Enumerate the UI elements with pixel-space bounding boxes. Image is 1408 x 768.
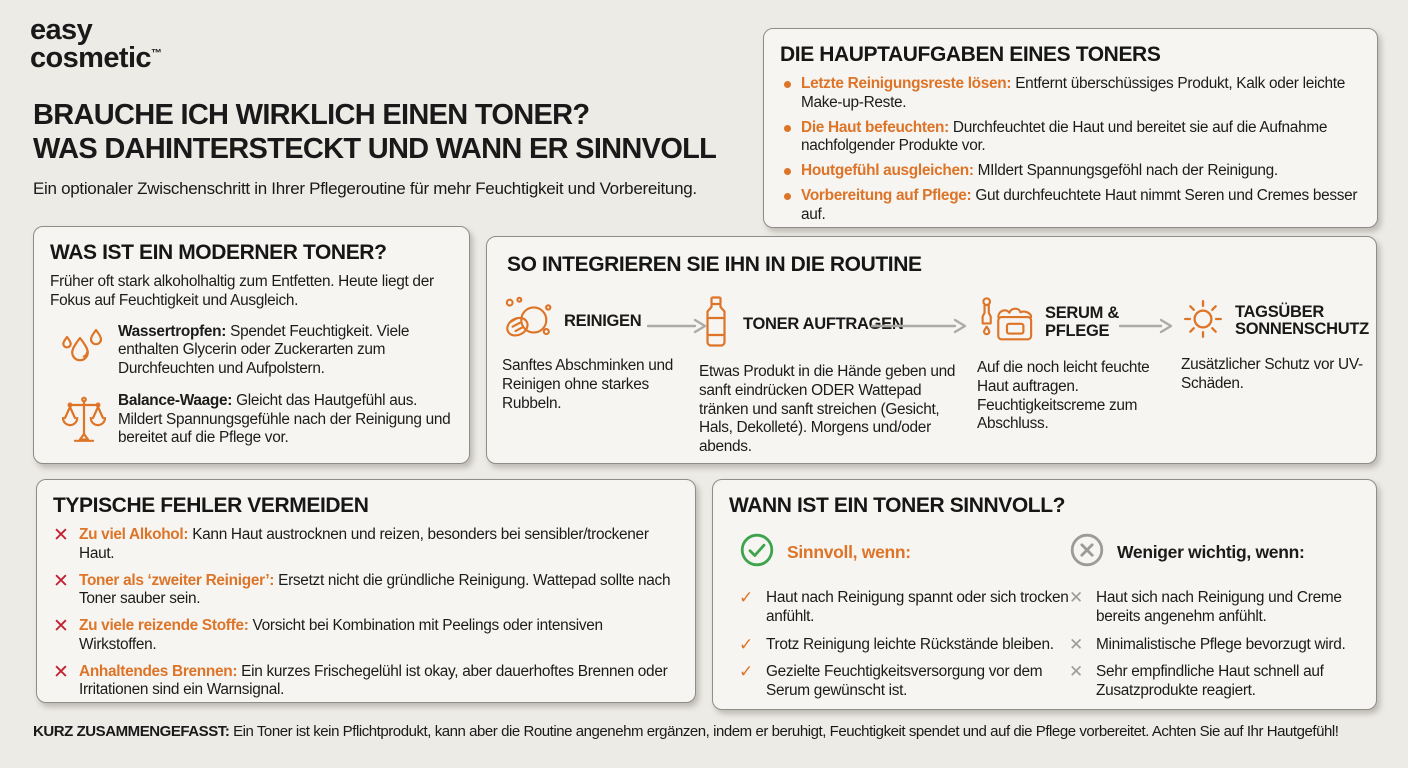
tasks-box [763,28,1378,228]
mistakes-box [36,479,696,703]
page-title-line2: WAS DAHINTERSTECKT UND WANN ER SINNVOLL [33,132,717,165]
page-subtitle: Ein optionaler Zwischenschritt in Ihrer Pflegeroutine für mehr Feuchtigkeit und Vorbereitung. [33,179,697,198]
gray-x-icon: ✕ [1069,662,1084,683]
toner-bottle-icon [699,295,733,354]
bullet-dot-icon [784,81,791,88]
step-text: Zusätzlicher Schutz vor UV-Schäden. [1181,356,1363,392]
routine-step-serum-pflege [977,295,1153,434]
list-item: ✕ Minimalistische Pflege bevorzugt wird. [1069,634,1346,655]
routine-box [486,236,1377,464]
list-item: ✓ Haut nach Reinigung spannt oder sich trocken anfühlt. [739,588,1069,625]
brand-line2: cosmetic™ [30,42,162,75]
modern-toner-intro: Früher oft stark alkoholhaltig zum Entfetten. Heute liegt der Fokus auf Feuchtigkeit und Ausgleich. [50,273,434,309]
red-x-icon: ✕ [53,615,69,638]
mistakes-box-title: TYPISCHE FEHLER VERMEIDEN [53,494,369,517]
summary-footer [33,723,1385,740]
bullet-dot-icon [784,168,791,175]
gray-x-icon: ✕ [1069,634,1084,655]
brand-logo [30,16,161,73]
tasks-box-title: DIE HAUPTAUFGABEN EINES TONERS [780,43,1161,66]
bullet-dot-icon [784,125,791,132]
water-drops-icon [50,323,118,377]
useful-column [729,532,1069,710]
gray-x-icon: ✕ [1069,588,1084,608]
list-item: ✕ Toner als ‘zweiter Reiniger’: Ersetzt nicht die gründliche Reinigung. Wattepad sollte nach Toner sauber sein. [53,569,671,608]
list-item: Vorbereitung auf Pflege: Gut durchfeuchtete Haut nimmt Seren und Cremes besser auf. [780,187,1361,225]
routine-step-sonnenschutz [1181,295,1369,394]
step-text: Auf die noch leicht feuchte Haut auftragen. Feuchtigkeitscreme zum Abschluss. [977,359,1150,433]
list-item: ✕ Zu viel Alkohol: Kann Haut austrocknen und reizen, besonders bei sensibler/trockener Haut. [53,524,649,562]
when-box-title: WANN IST EIN TONER SINNVOLL? [729,494,1066,517]
less-important-heading: Weniger wichtig, wenn: [1117,542,1305,562]
list-item: ✓ Trotz Reinigung leichte Rückstände bleiben. [739,634,1054,655]
list-item: Houtgefühl ausgleichen: MIldert Spannungsgeföhl nach der Reinigung. [780,162,1361,181]
sun-icon [1181,297,1225,346]
step-label: TAGSÜBER SONNENSCHUTZ [1235,302,1369,338]
red-x-icon: ✕ [53,524,69,546]
list-item: ✕ Haut sich nach Reinigung und Creme bereits angenehm anfühlt. [1069,588,1342,625]
arrow-right-icon [871,317,967,340]
arrow-right-icon [1119,317,1173,340]
step-label: TONER AUFTRAGEN [743,314,904,333]
summary-text: Ein Toner ist kein Pflichtprodukt, kann aber die Routine angenehm ergänzen, indem er beruhigt, Feuchtigkeit spendet und auf die Pflege vorbereitet. Achten Sie auf Ihr Hautgefühl! [233,723,1339,740]
list-item: Wassertropfen: Spendet Feuchtigkeit. Viele enthalten Glycerin oder Zuckerarten zum Durchfeuchten und Aufpolstern. [50,323,453,379]
step-text: Etwas Produkt in die Hände geben und sanft eindrücken ODER Wattepad tränken und sanft streichen (Gesicht, Hals, Dekolleté). Morgens und/oder abends. [699,363,956,456]
x-circle-icon [1069,532,1105,573]
bullet-dot-icon [784,193,791,200]
list-item: Balance-Waage: Gleicht das Hautgefühl aus. Mildert Spannungsgefühle nach der Reinigung und bereitet auf die Pflege vor. [50,392,453,448]
check-icon: ✓ [739,588,754,608]
summary-label: KURZ ZUSAMMENGEFASST: [33,723,230,740]
check-icon: ✓ [739,634,754,655]
list-item: ✓ Gezielte Feuchtigkeitsversorgung vor dem Serum gewünscht ist. [739,662,1043,700]
list-item: ✕ Sehr empfindliche Haut schnell auf Zusatzprodukte reagiert. [1069,662,1324,700]
when-useful-box [712,479,1377,710]
less-important-column [1069,532,1349,710]
washing-hands-icon [502,295,554,348]
trademark-symbol: ™ [150,47,162,60]
arrow-right-icon [647,317,707,340]
routine-box-title: SO INTEGRIEREN SIE IHN IN DIE ROUTINE [507,253,922,276]
brand-line1: easy [30,14,93,46]
red-x-icon: ✕ [53,660,69,683]
step-label: SERUM & PFLEGE [1045,304,1119,340]
balance-scale-icon [50,392,118,444]
red-x-icon: ✕ [53,569,69,592]
serum-cream-icon [977,295,1035,350]
list-item: ✕ Anhaltendes Brennen: Ein kurzes Frischegelühl ist okay, aber dauerhoftes Brennen oder Irritationen sind ein Warnsignal. [53,660,668,699]
list-item: Die Haut befeuchten: Durchfeuchtet die Haut und bereitet sie auf die Aufnahme nachfolgender Produkte vor. [780,119,1361,157]
page-title [33,99,716,167]
check-icon: ✓ [739,662,754,683]
list-item: ✕ Zu viele reizende Stoffe: Vorsicht bei Kombination mit Peelings oder intensiven Wirkstoffen. [53,615,603,653]
useful-heading: Sinnvoll, wenn: [787,542,911,562]
step-label: REINIGEN [564,311,642,330]
step-text: Sanftes Abschminken und Reinigen ohne starkes Rubbeln. [502,357,674,412]
modern-toner-title: WAS IST EIN MODERNER TONER? [50,241,387,264]
modern-toner-box [33,226,470,464]
routine-step-reinigen [502,295,674,413]
page-title-line1: BRAUCHE ICH WIRKLICH EINEN TONER? [33,99,590,131]
list-item: Letzte Reinigungsreste lösen: Entfernt überschüssiges Produkt, Kalk oder leichte Make-up-Reste. [780,75,1361,113]
check-circle-icon [739,532,775,573]
